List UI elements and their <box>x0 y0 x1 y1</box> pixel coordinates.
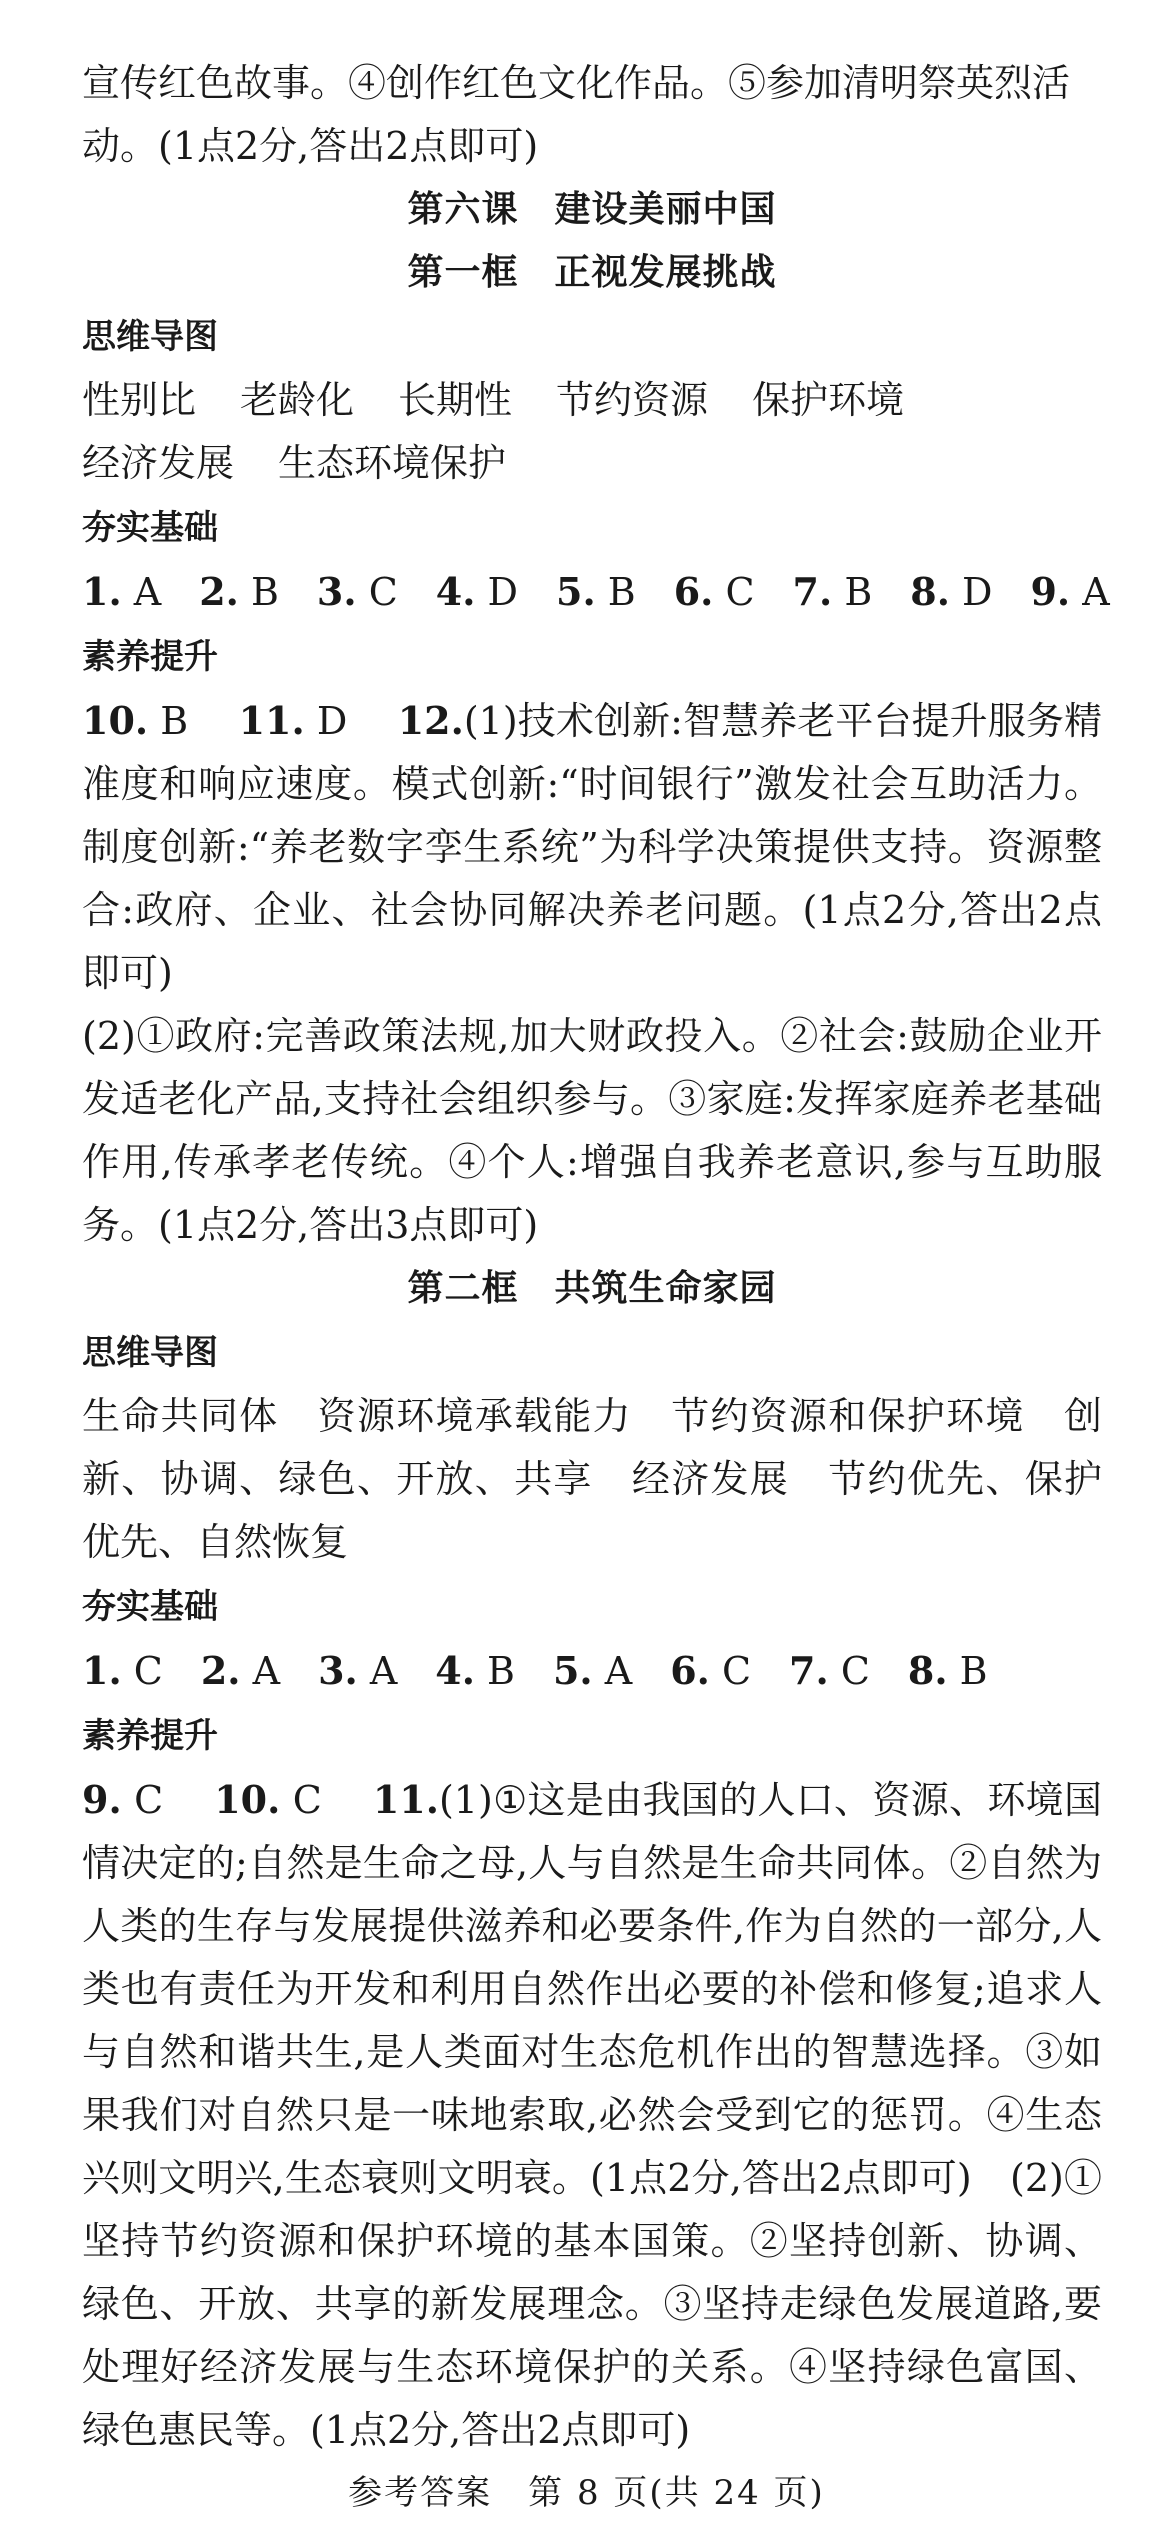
frame1-mindmap-heading: 思维导图 <box>82 317 218 357</box>
answer-item: 8. B <box>907 1648 988 1693</box>
frame2-mindmap-text: 生命共同体 资源环境承载能力 节约资源和保护环境 创新、协调、绿色、开放、共享 经济发展 节约优先、保护优先、自然恢复 <box>82 1394 1102 1564</box>
answer-item: 3. A <box>318 1648 398 1693</box>
answer-item: 9. A <box>1030 569 1110 614</box>
intro-line-2: 动。(1点2分,答出2点即可) <box>82 124 539 168</box>
answer-item: 6. C <box>670 1648 752 1693</box>
frame2-name: 共筑生命家园 <box>554 1268 777 1309</box>
term: 经济发展 <box>82 441 235 485</box>
intro-line-1: 宣传红色故事。④创作红色文化作品。⑤参加清明祭英烈活 <box>82 61 1071 105</box>
frame1-q12-part2: (2)①政府:完善政策法规,加大财政投入。②社会:鼓励企业开发适老化产品,支持社会组织参与。③家庭:发挥家庭养老基础作用,传承孝老传统。④个人:增强自我养老意识,参与互助服务。(1点2分,答出3点即可) <box>82 1014 1102 1247</box>
frame1-title <box>82 241 1102 304</box>
frame1-name: 正视发展挑战 <box>554 252 777 293</box>
term: 长期性 <box>398 378 513 422</box>
frame2-label: 第二框 <box>407 1268 519 1309</box>
answer-item: 1. C <box>82 1648 163 1693</box>
frame1-q12-part1: 10. B 11. D 12.(1)技术创新:智慧养老平台提升服务精准度和响应速度。模式创新:“时间银行”激发社会互助活力。制度创新:“养老数字孪生系统”为科学决策提供支持。资源整合:政府、企业、社会协同解决养老问题。(1点2分,答出2点即可) <box>82 698 1102 995</box>
term: 生态环境保护 <box>278 441 507 485</box>
frame2-advance-heading: 素养提升 <box>82 1716 218 1756</box>
answer-item: 6. C <box>673 569 755 614</box>
answer-item: 2. B <box>199 569 279 614</box>
lesson-title <box>82 178 1102 241</box>
frame2-title <box>82 1257 1102 1320</box>
answer-item: 5. A <box>552 1648 633 1693</box>
answer-page <box>82 52 1110 2462</box>
frame2-q11: 9. C 10. C 11.(1)①这是由我国的人口、资源、环境国情决定的;自然是生命之母,人与自然是生命共同体。②自然为人类的生存与发展提供滋养和必要条件,作为自然的一部分,人类也有责任为开发和利用自然作出必要的补偿和修复;追求人与自然和谐共生,是人类面对生态危机作出的智慧选择。③如果我们对自然只是一味地索取,必然会受到它的惩罚。④生态兴则文明兴,生态衰则文明衰。(1点2分,答出2点即可) (2)①坚持节约资源和保护环境的基本国策。②坚持创新、协调、绿色、开放、共享的新发展理念。③坚持走绿色发展道路,要处理好经济发展与生态环境保护的关系。④坚持绿色富国、绿色惠民等。(1点2分,答出2点即可) <box>82 1777 1102 2452</box>
lesson-name: 建设美丽中国 <box>554 189 777 230</box>
term: 保护环境 <box>752 378 905 422</box>
frame1-mindmap-terms <box>82 369 1102 495</box>
frame2-basics-answers <box>82 1639 1102 1703</box>
answer-item: 4. D <box>435 569 518 614</box>
answer-item: 7. C <box>789 1648 870 1693</box>
answer-item: 3. C <box>316 569 398 614</box>
frame2-basics-heading: 夯实基础 <box>82 1587 218 1627</box>
page-footer: 参考答案 第 8 页(共 24 页) <box>348 2473 825 2513</box>
answer-item: 7. B <box>792 569 873 614</box>
frame2-mindmap-heading: 思维导图 <box>82 1333 218 1373</box>
frame1-basics-answers <box>82 560 1110 624</box>
frame1-advance-heading: 素养提升 <box>82 637 218 677</box>
answer-item: 4. B <box>435 1648 515 1693</box>
answer-item: 5. B <box>556 569 636 614</box>
term: 老龄化 <box>240 378 355 422</box>
answer-item: 1. A <box>82 569 162 614</box>
frame1-label: 第一框 <box>407 252 519 293</box>
term: 节约资源 <box>556 378 709 422</box>
answer-item: 2. A <box>200 1648 281 1693</box>
frame1-basics-heading: 夯实基础 <box>82 508 218 548</box>
lesson-label: 第六课 <box>407 189 519 230</box>
term: 性别比 <box>82 378 197 422</box>
answer-item: 8. D <box>910 569 993 614</box>
